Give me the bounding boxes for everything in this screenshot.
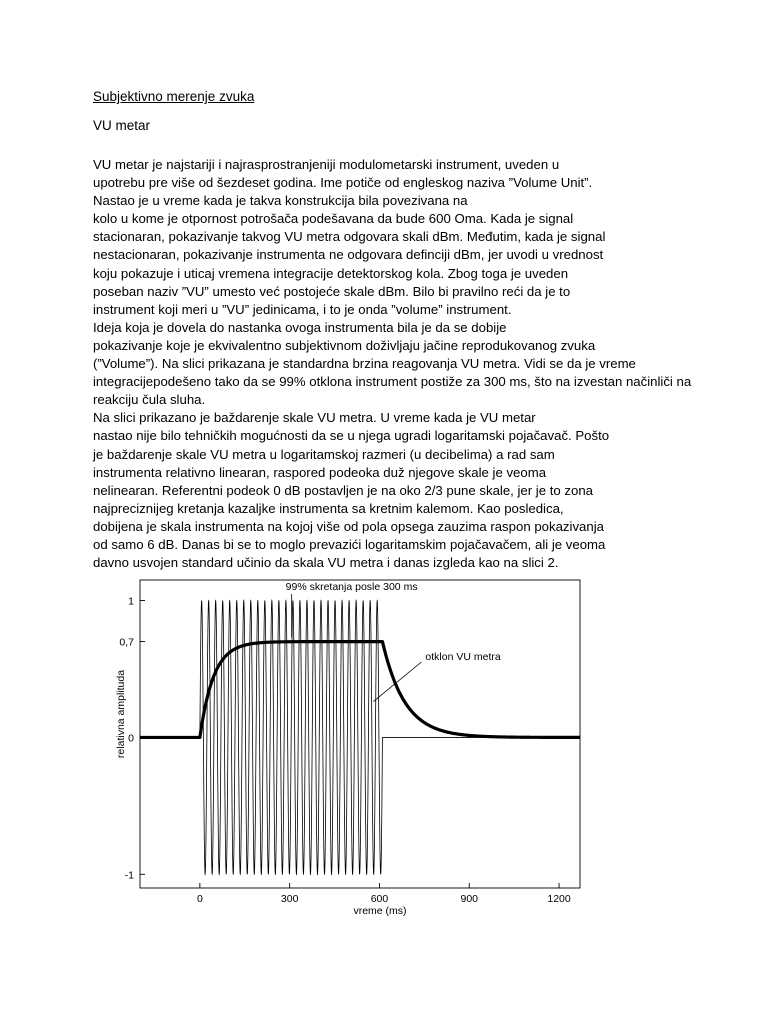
section-title: VU metar — [93, 118, 151, 133]
paragraph-line: integracijepodešeno tako da se 99% otklona instrument postiže za 300 ms, što na izvestan načinliči na — [93, 374, 692, 390]
y-axis-label: relativna amplituda — [115, 669, 127, 759]
y-tick-label: 0 — [128, 732, 134, 745]
paragraph-line: poseban naziv ”VU” umesto već postojeće skale dBm. Bilo bi pravilno reći da je to — [93, 283, 571, 299]
paragraph-line: koju pokazuje i uticaj vremena integracije detektorskog kola. Zbog toga je uveden — [93, 265, 569, 281]
x-tick-label: 1200 — [547, 893, 571, 905]
vu-response-line — [140, 642, 580, 738]
annotation-leader — [373, 662, 421, 702]
paragraph-line: Nastao je u vreme kada je takva konstrukcija bila povezivana na — [93, 193, 468, 209]
paragraph-line: pokazivanje koje je ekvivalentno subjektivnom doživljaju jačine reprodukovanog zvuka — [93, 337, 596, 353]
paragraph-line: instrumenta relativno linearan, raspored podeoka duž njegove skale je veoma — [93, 464, 547, 480]
paragraph-line: najpreciznijeg kretanja kazaljke instrumenta sa kretnim kalemom. Kao posledica, — [93, 500, 564, 516]
paragraph-line: reakciju čula sluha. — [93, 392, 206, 408]
x-tick-label: 300 — [280, 893, 299, 905]
paragraph-line: je baždarenje skale VU metra u logaritamskoj razmeri (u decibelima) a rad sam — [93, 446, 555, 462]
paragraph-line: kolo u kome je otpornost potrošača podešavana da bude 600 Oma. Kada je signal — [93, 211, 574, 227]
x-tick-label: 0 — [196, 893, 203, 905]
x-tick-label: 900 — [460, 893, 479, 905]
paragraph-line: nestacionaran, pokazivanje instrumenta ne odgovara definciji dBm, jer uvodi u vrednost — [93, 247, 604, 263]
paragraph-line: VU metar je najstariji i najrasprostranjeniji modulometarski instrument, uveden u — [93, 157, 560, 172]
y-tick-label: 0,7 — [119, 636, 134, 649]
body-paragraph — [93, 156, 693, 572]
paragraph-line: instrument koji meri u ”VU” jedinicama, i to je onda ”volume” instrument. — [93, 301, 512, 317]
paragraph-line: nelinearan. Referentni podeok 0 dB postavljen je na oko 2/3 pune skale, jer je to zona — [93, 482, 593, 498]
y-tick-label: 1 — [128, 595, 134, 608]
vu-response-figure — [100, 572, 600, 922]
paragraph-line: (”Volume”). Na slici prikazana je standardna brzina reagovanja VU metra. Vidi se da je vreme — [93, 356, 636, 372]
page-title: Subjektivno merenje zvuka — [93, 89, 255, 104]
vu-response-chart — [100, 572, 600, 922]
annotation-vu-response: otklon VU metra — [425, 651, 501, 663]
paragraph-line: od samo 6 dB. Danas bi se to moglo prevazići logaritamskim pojačavačem, ali je veoma — [93, 536, 606, 552]
paragraph-line: nastao nije bilo tehničkih mogućnosti da se u njega ugradi logaritamski pojačavač. Pošto — [93, 428, 610, 444]
paragraph-line: Na slici prikazano je baždarenje skale VU metra. U vreme kada je VU metar — [93, 410, 536, 426]
x-axis-label: vreme (ms) — [353, 905, 407, 917]
paragraph-line: dobijena je skala instrumenta na kojoj više od pola opsega zauzima raspon pokazivanja — [93, 518, 604, 534]
paragraph-line: upotrebu pre više od šezdeset godina. Ime potiče od engleskog naziva ”Volume Unit”. — [93, 175, 593, 191]
y-tick-label: -1 — [124, 869, 134, 882]
x-tick-label: 600 — [370, 893, 389, 905]
paragraph-line: davno usvojen standard učinio da skala VU metra i danas izgleda kao na slici 2. — [93, 555, 559, 571]
paragraph-line: Ideja koja je dovela do nastanka ovoga instrumenta bila je da se dobije — [93, 319, 507, 335]
annotation-99pct: 99% skretanja posle 300 ms — [285, 581, 418, 593]
paragraph-line: stacionaran, pokazivanje takvog VU metra odgovara skali dBm. Međutim, kada je signal — [93, 229, 606, 245]
